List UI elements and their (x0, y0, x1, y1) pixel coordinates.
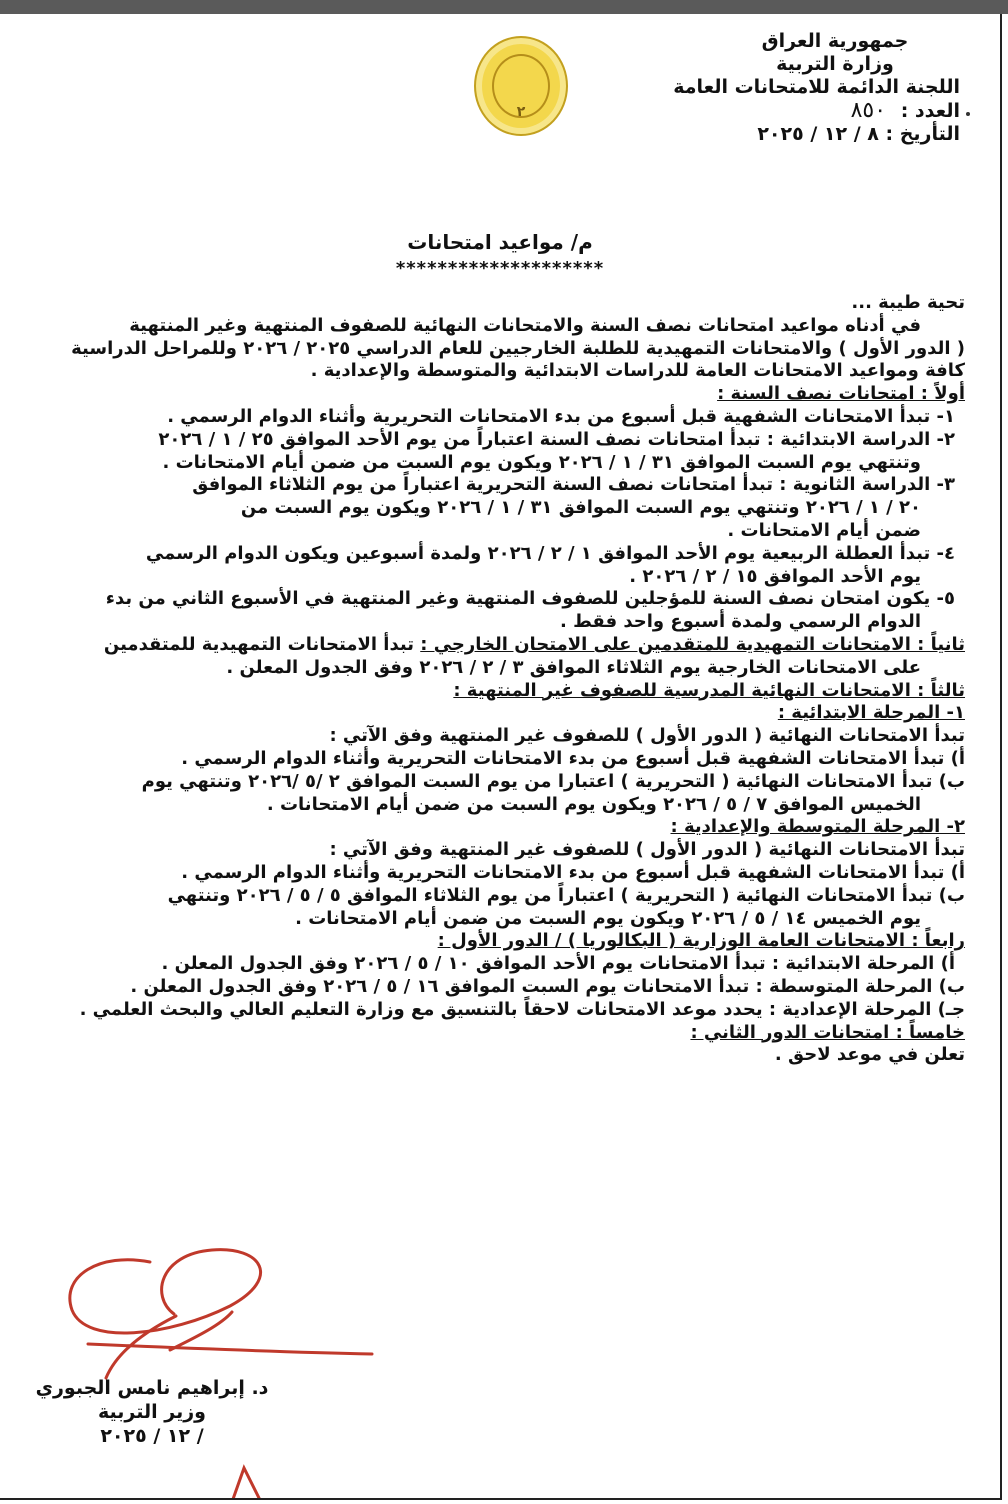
document-page (0, 14, 1002, 1500)
intro-line: كافة ومواعيد الامتحانات العامة للدراسات الابتدائية والمتوسطة والإعدادية . (310, 360, 965, 382)
section-1-line: ضمن أيام الامتحانات . (727, 519, 921, 541)
signature-date: / ١٢ / ٢٠٢٥ (100, 1425, 204, 1447)
handwritten-signature (0, 14, 1000, 1498)
window-top-bar (0, 0, 1008, 14)
section-1-line: وتنتهي يوم السبت الموافق ٣١ / ١ / ٢٠٢٦ ويكون يوم السبت من ضمن أيام الامتحانات . (162, 451, 921, 473)
section-2-title-rest: تبدأ الامتحانات التمهيدية للمتقدمين (103, 633, 421, 655)
section-2-line: على الامتحانات الخارجية يوم الثلاثاء الموافق ٣ / ٢ / ٢٠٢٦ وفق الجدول المعلن . (226, 656, 921, 678)
secondary-line: تبدأ الامتحانات النهائية ( الدور الأول ) للصفوف غير المنتهية وفق الآتي : (329, 839, 965, 861)
intro-line: في أدناه مواعيد امتحانات نصف السنة والامتحانات النهائية للصفوف المنتهية وغير المنتهية (129, 314, 921, 336)
primary-line: ب) تبدأ الامتحانات النهائية ( التحريرية ) اعتبارا من يوم السبت الموافق ٢ /٥ /٢٠٢٦ وتنتهي يوم (141, 770, 965, 792)
date-value: ٨ / ١٢ / ٢٠٢٥ (757, 123, 879, 145)
section-1-line: يوم الأحد الموافق ١٥ / ٢ / ٢٠٢٦ . (629, 565, 921, 587)
section-1-line: ١- تبدأ الامتحانات الشفهية قبل أسبوع من بدء الامتحانات التحريرية وأثناء الدوام الرسمي . (167, 405, 955, 427)
letterhead-country: جمهورية العراق (761, 30, 909, 52)
secondary-stage-title: ٢- المرحلة المتوسطة والإعدادية : (670, 816, 965, 838)
number-value: ٨٥٠ (850, 98, 887, 123)
subject-line: م/ مواعيد امتحانات (407, 230, 593, 254)
letterhead-ministry: وزارة التربية (776, 53, 894, 75)
section-4-line: ب) المرحلة المتوسطة : تبدأ الامتحانات يوم السبت الموافق ١٦ / ٥ / ٢٠٢٦ وفق الجدول المعلن . (130, 975, 965, 997)
secondary-line: يوم الخميس ١٤ / ٥ / ٢٠٢٦ ويكون يوم السبت من ضمن أيام الامتحانات . (295, 907, 921, 929)
signature-day-mark (232, 1468, 262, 1498)
primary-line: أ) تبدأ الامتحانات الشفهية قبل أسبوع من بدء الامتحانات التحريرية وأثناء الدوام الرسمي . (181, 747, 965, 769)
signature-block (22, 1376, 282, 1448)
letterhead-committee: اللجنة الدائمة للامتحانات العامة (673, 76, 960, 98)
section-2-title: ثانياً : الامتحانات التمهيدية للمتقدمين على الامتحان الخارجي : (420, 633, 965, 655)
secondary-line: أ) تبدأ الامتحانات الشفهية قبل أسبوع من بدء الامتحانات التحريرية وأثناء الدوام الرسمي . (181, 861, 965, 883)
section-4-title: رابعاً : الامتحانات العامة الوزارية ( البكالوريا ) / الدور الأول : (437, 930, 965, 952)
minister-name: د. إبراهيم نامس الجبوري (35, 1377, 269, 1399)
signature-underline (88, 1344, 372, 1354)
primary-stage-title: ١- المرحلة الابتدائية : (777, 702, 965, 724)
number-label: العدد : (900, 100, 960, 122)
section-1-line: ٢٠ / ١ / ٢٠٢٦ وتنتهي يوم السبت الموافق ٣١ / ١ / ٢٠٢٦ ويكون يوم السبت من (240, 497, 921, 519)
intro-line: ( الدور الأول ) والامتحانات التمهيدية للطلبة الخارجيين للعام الدراسي ٢٠٢٥ / ٢٠٢٦ وللمراحل الدراسية (71, 337, 965, 359)
primary-line: تبدأ الامتحانات النهائية ( الدور الأول ) للصفوف غير المنتهية وفق الآتي : (329, 725, 965, 747)
section-1-line: ٢- الدراسة الابتدائية : تبدأ امتحانات نصف السنة اعتباراً من يوم الأحد الموافق ٢٥ / ١ / ٢٠٢٦ (158, 428, 955, 450)
secondary-line: ب) تبدأ الامتحانات النهائية ( التحريرية ) اعتباراً من يوم الثلاثاء الموافق ٥ / ٥ / ٢٠٢٦ وتنتهي (167, 884, 965, 906)
separator-stars: ******************** (395, 258, 605, 279)
minister-title: وزير التربية (98, 1401, 206, 1423)
ministry-seal-icon: ٢ (474, 36, 568, 136)
section-5-line: تعلن في موعد لاحق . (774, 1044, 965, 1066)
greeting: تحية طيبة ... (851, 292, 965, 313)
section-4-line: جـ) المرحلة الإعدادية : يحدد موعد الامتحانات لاحقاً بالتنسيق مع وزارة التعليم العالي والبحث العلمي . (79, 998, 965, 1020)
section-1-line: ٤- تبدأ العطلة الربيعية يوم الأحد الموافق ١ / ٢ / ٢٠٢٦ ولمدة أسبوعين ويكون الدوام الرسمي (145, 542, 955, 564)
section-5-title: خامساً : امتحانات الدور الثاني : (690, 1021, 965, 1043)
section-3-title: ثالثاً : الامتحانات النهائية المدرسية للصفوف غير المنتهية : (453, 679, 965, 701)
section-1-line: ٣- الدراسة الثانوية : تبدأ امتحانات نصف السنة التحريرية اعتباراً من يوم الثلاثاء الموافق (192, 474, 955, 496)
primary-line: الخميس الموافق ٧ / ٥ / ٢٠٢٦ ويكون يوم السبت من ضمن أيام الامتحانات . (266, 793, 921, 815)
date-label: التأريخ : (885, 123, 960, 145)
section-4-line: أ) المرحلة الابتدائية : تبدأ الامتحانات يوم الأحد الموافق ١٠ / ٥ / ٢٠٢٦ وفق الجدول المعلن . (161, 953, 955, 975)
section-1-line: الدوام الرسمي ولمدة أسبوع واحد فقط . (559, 611, 921, 633)
section-1-title: أولاً : امتحانات نصف السنة : (717, 383, 965, 405)
section-1-line: ٥- يكون امتحان نصف السنة للمؤجلين للصفوف المنتهية وغير المنتهية في الأسبوع الثاني من بدء (105, 588, 955, 610)
